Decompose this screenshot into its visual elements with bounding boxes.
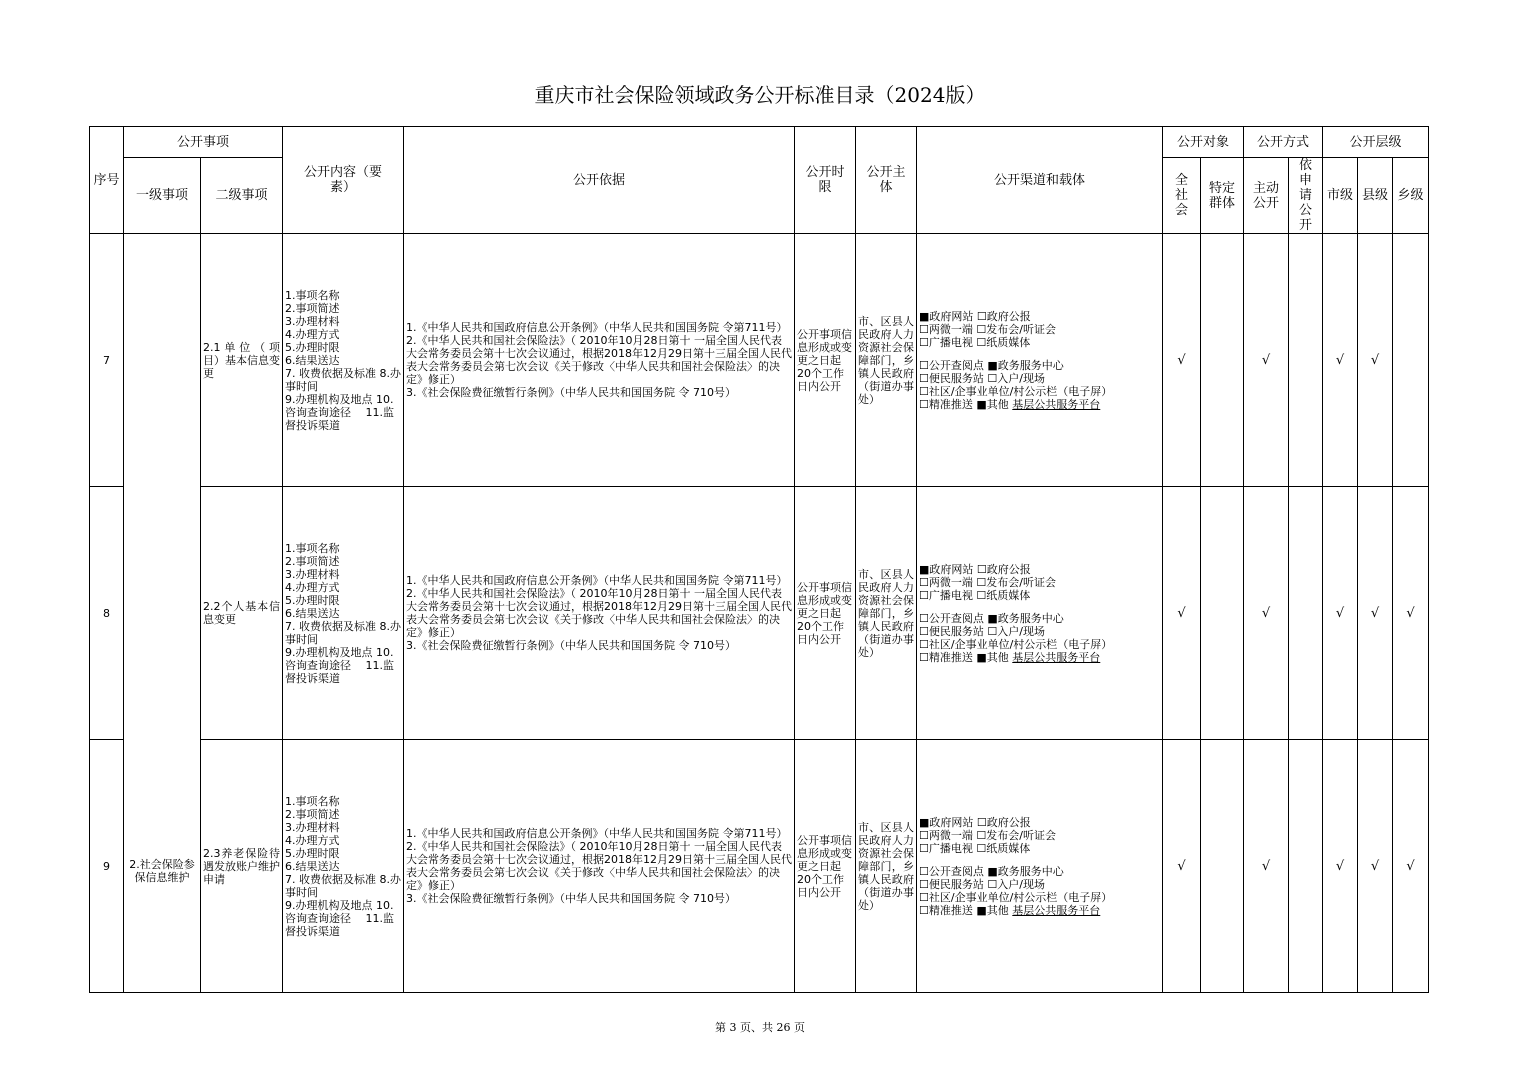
header-subject: 公开主体 [856, 127, 917, 234]
level-county-cell: √ [1358, 487, 1393, 740]
table-row [90, 234, 1429, 487]
row-seq: 8 [90, 487, 124, 740]
channel-line: ☐社区/企事业单位/村公示栏（电子屏） [919, 384, 1113, 398]
content-elements: 1.事项名称 2.事项简述 3.办理材料 4.办理方式 5.办理时限 6.结果送达 7. 收费依据及标准 8.办事时间 9.办理机构及地点 10. 咨询查询途径 11.监督投诉渠道 [283, 487, 404, 740]
channel-line: ■政府网站 ☐政府公报 [919, 562, 1031, 576]
header-method-active: 主动公开 [1244, 158, 1289, 234]
header-level1: 一级事项 [124, 158, 201, 234]
level-city-cell: √ [1323, 234, 1358, 487]
header-level-county: 县级 [1358, 158, 1393, 234]
level2-item: 2.1单位（项目）基本信息变更 [201, 234, 283, 487]
header-basis: 公开依据 [404, 127, 795, 234]
channel-line: ☐广播电视 ☐纸质媒体 [919, 841, 1031, 855]
level2-item: 2.2个人基本信息变更 [201, 487, 283, 740]
row-seq: 9 [90, 740, 124, 993]
method-active-cell: √ [1244, 487, 1289, 740]
channel-cell [917, 740, 1163, 993]
basis-text: 1.《中华人民共和国政府信息公开条例》（中华人民共和国国务院 令第711号） 2.《中华人民共和国社会保险法》（ 2010年10月28日第十 一届全国人民代表大会常务委员会第十七次会议通过，根据2018年12月29日第十三届全国人民代表大会常务委员会第七次会议《关于修改〈中华人民共和国社会保险法〉的决定》修正） 3.《社会保险费征缴暂行条例》（中华人民共和国国务院 令 710号） [404, 740, 795, 993]
channel-line: ☐公开查阅点 ■政务服务中心 [919, 611, 1064, 625]
channel-cell [917, 487, 1163, 740]
channel-line: ☐便民服务站 ☐入户/现场 [919, 624, 1045, 638]
level-city-cell: √ [1323, 487, 1358, 740]
channel-line: ☐两微一端 ☐发布会/听证会 [919, 828, 1056, 842]
level-town-cell: √ [1393, 487, 1429, 740]
subject: 市、区县人民政府人力资源社会保障部门，乡镇人民政府（街道办事处） [856, 487, 917, 740]
level2-item: 2.3养老保险待遇发放账户维护申请 [201, 740, 283, 993]
channel-line: ☐精准推送 ■其他 基层公共服务平台 [919, 397, 1101, 411]
level-town-cell: √ [1393, 740, 1429, 993]
time-limit: 公开事项信息形成或变更之日起20个工作日内公开 [795, 487, 856, 740]
header-method-apply: 依申请公开 [1289, 158, 1323, 234]
header-target-group: 公开对象 [1163, 127, 1244, 158]
header-channel: 公开渠道和载体 [917, 127, 1163, 234]
channel-line: ☐精准推送 ■其他 基层公共服务平台 [919, 650, 1101, 664]
header-target-specific: 特定群体 [1201, 158, 1244, 234]
channel-other-link: 基层公共服务平台 [1012, 650, 1101, 664]
channel-line: ☐广播电视 ☐纸质媒体 [919, 588, 1031, 602]
channel-line: ■政府网站 ☐政府公报 [919, 309, 1031, 323]
time-limit: 公开事项信息形成或变更之日起20个工作日内公开 [795, 740, 856, 993]
header-level-city: 市级 [1323, 158, 1358, 234]
level1-item: 2.社会保险参保信息维护 [124, 234, 201, 993]
level-city-cell: √ [1323, 740, 1358, 993]
channel-line: ☐社区/企事业单位/村公示栏（电子屏） [919, 637, 1113, 651]
page-title: 重庆市社会保险领域政务公开标准目录（2024版） [534, 83, 986, 107]
channel-line: ☐便民服务站 ☐入户/现场 [919, 371, 1045, 385]
subject: 市、区县人民政府人力资源社会保障部门，乡镇人民政府（街道办事处） [856, 740, 917, 993]
content-elements: 1.事项名称 2.事项简述 3.办理材料 4.办理方式 5.办理时限 6.结果送达 7. 收费依据及标准 8.办事时间 9.办理机构及地点 10. 咨询查询途径 11.监督投诉渠道 [283, 740, 404, 993]
method-apply-cell [1289, 740, 1323, 993]
channel-line: ☐两微一端 ☐发布会/听证会 [919, 575, 1056, 589]
target-all-cell: √ [1163, 740, 1201, 993]
level-county-cell: √ [1358, 234, 1393, 487]
method-active-cell: √ [1244, 740, 1289, 993]
header-matter-group: 公开事项 [124, 127, 283, 158]
target-all-cell: √ [1163, 234, 1201, 487]
header-time-limit: 公开时限 [795, 127, 856, 234]
target-specific-cell [1201, 487, 1244, 740]
time-limit: 公开事项信息形成或变更之日起20个工作日内公开 [795, 234, 856, 487]
page-footer: 第 3 页、共 26 页 [715, 1021, 805, 1034]
header-row-1 [90, 127, 1429, 158]
method-active-cell: √ [1244, 234, 1289, 487]
header-level-group: 公开层级 [1323, 127, 1429, 158]
target-specific-cell [1201, 740, 1244, 993]
header-method-group: 公开方式 [1244, 127, 1323, 158]
channel-line: ☐便民服务站 ☐入户/现场 [919, 877, 1045, 891]
channel-line: ☐精准推送 ■其他 基层公共服务平台 [919, 903, 1101, 917]
catalog-table [89, 126, 1429, 993]
row-seq: 7 [90, 234, 124, 487]
header-level-town: 乡级 [1393, 158, 1429, 234]
method-apply-cell [1289, 487, 1323, 740]
target-specific-cell [1201, 234, 1244, 487]
channel-line: ☐公开查阅点 ■政务服务中心 [919, 864, 1064, 878]
header-level2: 二级事项 [201, 158, 283, 234]
channel-line: ☐广播电视 ☐纸质媒体 [919, 335, 1031, 349]
level-county-cell: √ [1358, 740, 1393, 993]
header-content: 公开内容（要素） [283, 127, 404, 234]
subject: 市、区县人民政府人力资源社会保障部门，乡镇人民政府（街道办事处） [856, 234, 917, 487]
channel-other-link: 基层公共服务平台 [1012, 397, 1101, 411]
channel-other-link: 基层公共服务平台 [1012, 903, 1101, 917]
channel-line: ☐两微一端 ☐发布会/听证会 [919, 322, 1056, 336]
method-apply-cell [1289, 234, 1323, 487]
table-row [90, 487, 1429, 740]
level-town-cell [1393, 234, 1429, 487]
header-target-all: 全社会 [1163, 158, 1201, 234]
table-row [90, 740, 1429, 993]
basis-text: 1.《中华人民共和国政府信息公开条例》（中华人民共和国国务院 令第711号） 2.《中华人民共和国社会保险法》（ 2010年10月28日第十 一届全国人民代表大会常务委员会第十七次会议通过，根据2018年12月29日第十三届全国人民代表大会常务委员会第七次会议《关于修改〈中华人民共和国社会保险法〉的决定》修正） 3.《社会保险费征缴暂行条例》（中华人民共和国国务院 令 710号） [404, 234, 795, 487]
header-seq: 序号 [90, 127, 124, 234]
channel-cell [917, 234, 1163, 487]
channel-line: ☐公开查阅点 ■政务服务中心 [919, 358, 1064, 372]
basis-text: 1.《中华人民共和国政府信息公开条例》（中华人民共和国国务院 令第711号） 2.《中华人民共和国社会保险法》（ 2010年10月28日第十 一届全国人民代表大会常务委员会第十七次会议通过，根据2018年12月29日第十三届全国人民代表大会常务委员会第七次会议《关于修改〈中华人民共和国社会保险法〉的决定》修正） 3.《社会保险费征缴暂行条例》（中华人民共和国国务院 令 710号） [404, 487, 795, 740]
content-elements: 1.事项名称 2.事项简述 3.办理材料 4.办理方式 5.办理时限 6.结果送达 7. 收费依据及标准 8.办事时间 9.办理机构及地点 10. 咨询查询途径 11.监督投诉渠道 [283, 234, 404, 487]
channel-line: ☐社区/企事业单位/村公示栏（电子屏） [919, 890, 1113, 904]
channel-line: ■政府网站 ☐政府公报 [919, 815, 1031, 829]
target-all-cell: √ [1163, 487, 1201, 740]
